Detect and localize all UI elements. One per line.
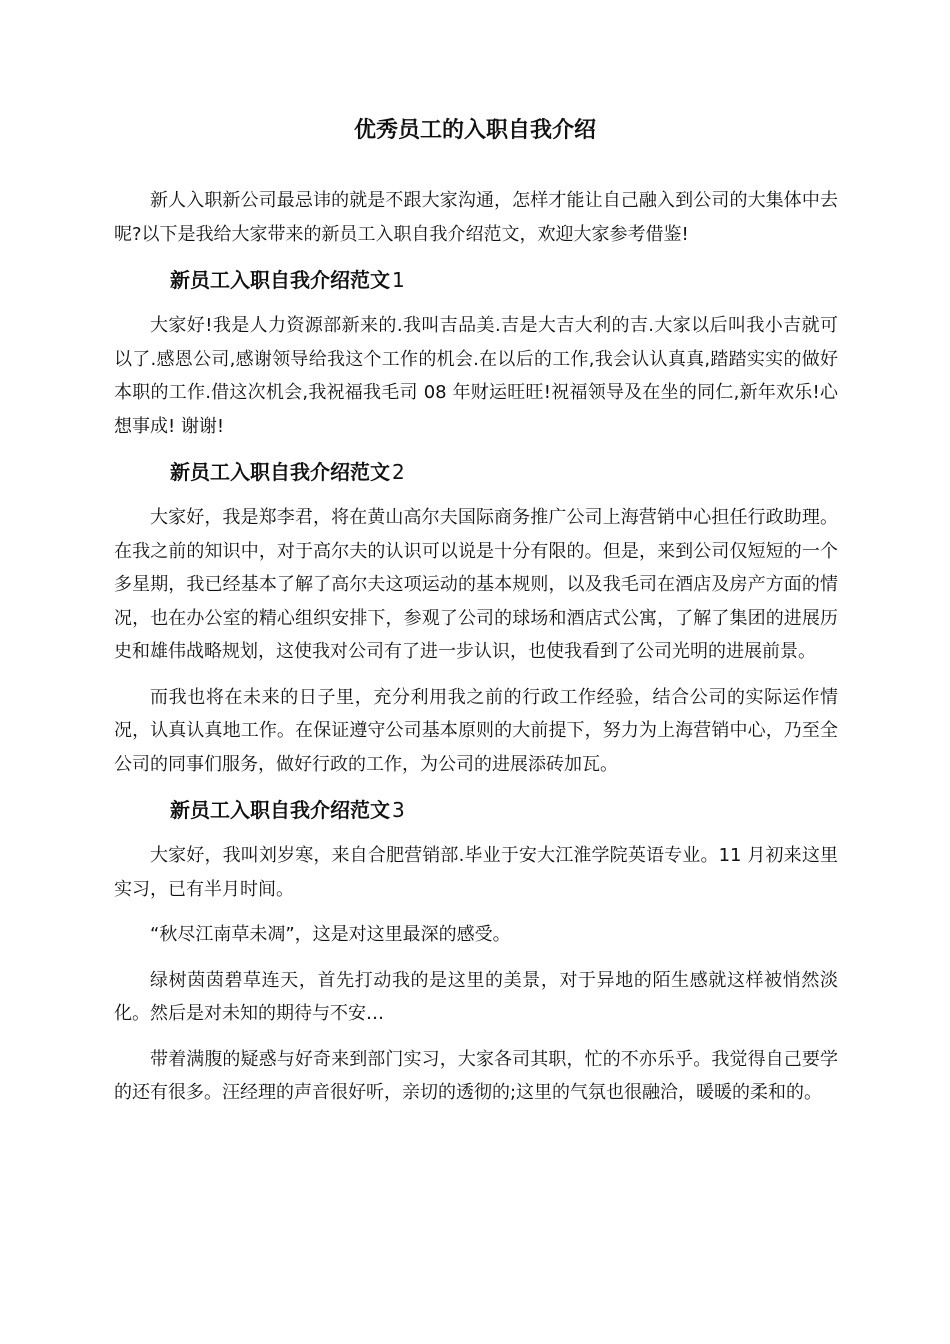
section-heading-2 xyxy=(170,455,838,489)
section-heading-text: 新员工入职自我介绍范文 xyxy=(170,798,390,822)
section-heading-text: 新员工入职自我介绍范文 xyxy=(170,460,390,484)
section-3-paragraph-1: 大家好，我叫刘岁寒，来自合肥营销部.毕业于安大江淮学院英语专业。11 月初来这里实习，已有半月时间。 xyxy=(114,845,838,900)
section-3-paragraph-2: “秋尽江南草未凋”，这是对这里最深的感受。 xyxy=(150,924,511,945)
intro-paragraph: 新人入职新公司最忌讳的就是不跟大家沟通，怎样才能让自己融入到公司的大集体中去呢?以下是我给大家带来的新员工入职自我介绍范文，欢迎大家参考借鉴! xyxy=(114,190,838,245)
section-heading-text: 新员工入职自我介绍范文 xyxy=(170,268,390,292)
section-heading-3 xyxy=(170,793,838,827)
section-heading-number: 3 xyxy=(392,798,405,822)
document-body xyxy=(114,184,838,1122)
section-heading-number: 1 xyxy=(392,268,405,292)
section-3-paragraph-3: 绿树茵茵碧草连天，首先打动我的是这里的美景，对于异地的陌生感就这样被悄然淡化。然后是对未知的期待与不安… xyxy=(114,969,838,1024)
section-3-paragraph-4: 带着满腹的疑惑与好奇来到部门实习，大家各司其职，忙的不亦乐乎。我觉得自己要学的还有很多。汪经理的声音很好听，亲切的透彻的;这里的气氛也很融洽，暖暖的柔和的。 xyxy=(114,1048,838,1103)
section-2-paragraph-1: 大家好，我是郑李君，将在黄山高尔夫国际商务推广公司上海营销中心担任行政助理。在我之前的知识中，对于高尔夫的认识可以说是十分有限的。但是，来到公司仅短短的一个多星期，我已经基本了解了高尔夫这项运动的基本规则，以及我毛司在酒店及房产方面的情况，也在办公室的精心组织安排下，参观了公司的球场和酒店式公寓，了解了集团的进展历史和雄伟战略规划，这使我对公司有了进一步认识，也使我看到了公司光明的进展前景。 xyxy=(114,507,838,662)
document-title: 优秀员工的入职自我介绍 xyxy=(353,118,596,143)
section-heading-number: 2 xyxy=(392,460,405,484)
section-2-paragraph-2: 而我也将在未来的日子里，充分利用我之前的行政工作经验，结合公司的实际运作情况，认真认真地工作。在保证遵守公司基本原则的大前提下，努力为上海营销中心，乃至全公司的同事们服务，做好行政的工作，为公司的进展添砖加瓦。 xyxy=(114,686,838,775)
section-1-paragraph-1: 大家好!我是人力资源部新来的.我叫吉品美.吉是大吉大利的吉.大家以后叫我小吉就可以了.感恩公司,感谢领导给我这个工作的机会.在以后的工作,我会认认真真,踏踏实实的做好本职的工作.借这次机会,我祝福我毛司 08 年财运旺旺!祝福领导及在坐的同仁,新年欢乐!心想事成! 谢谢! xyxy=(114,315,838,437)
section-heading-1 xyxy=(170,263,838,297)
